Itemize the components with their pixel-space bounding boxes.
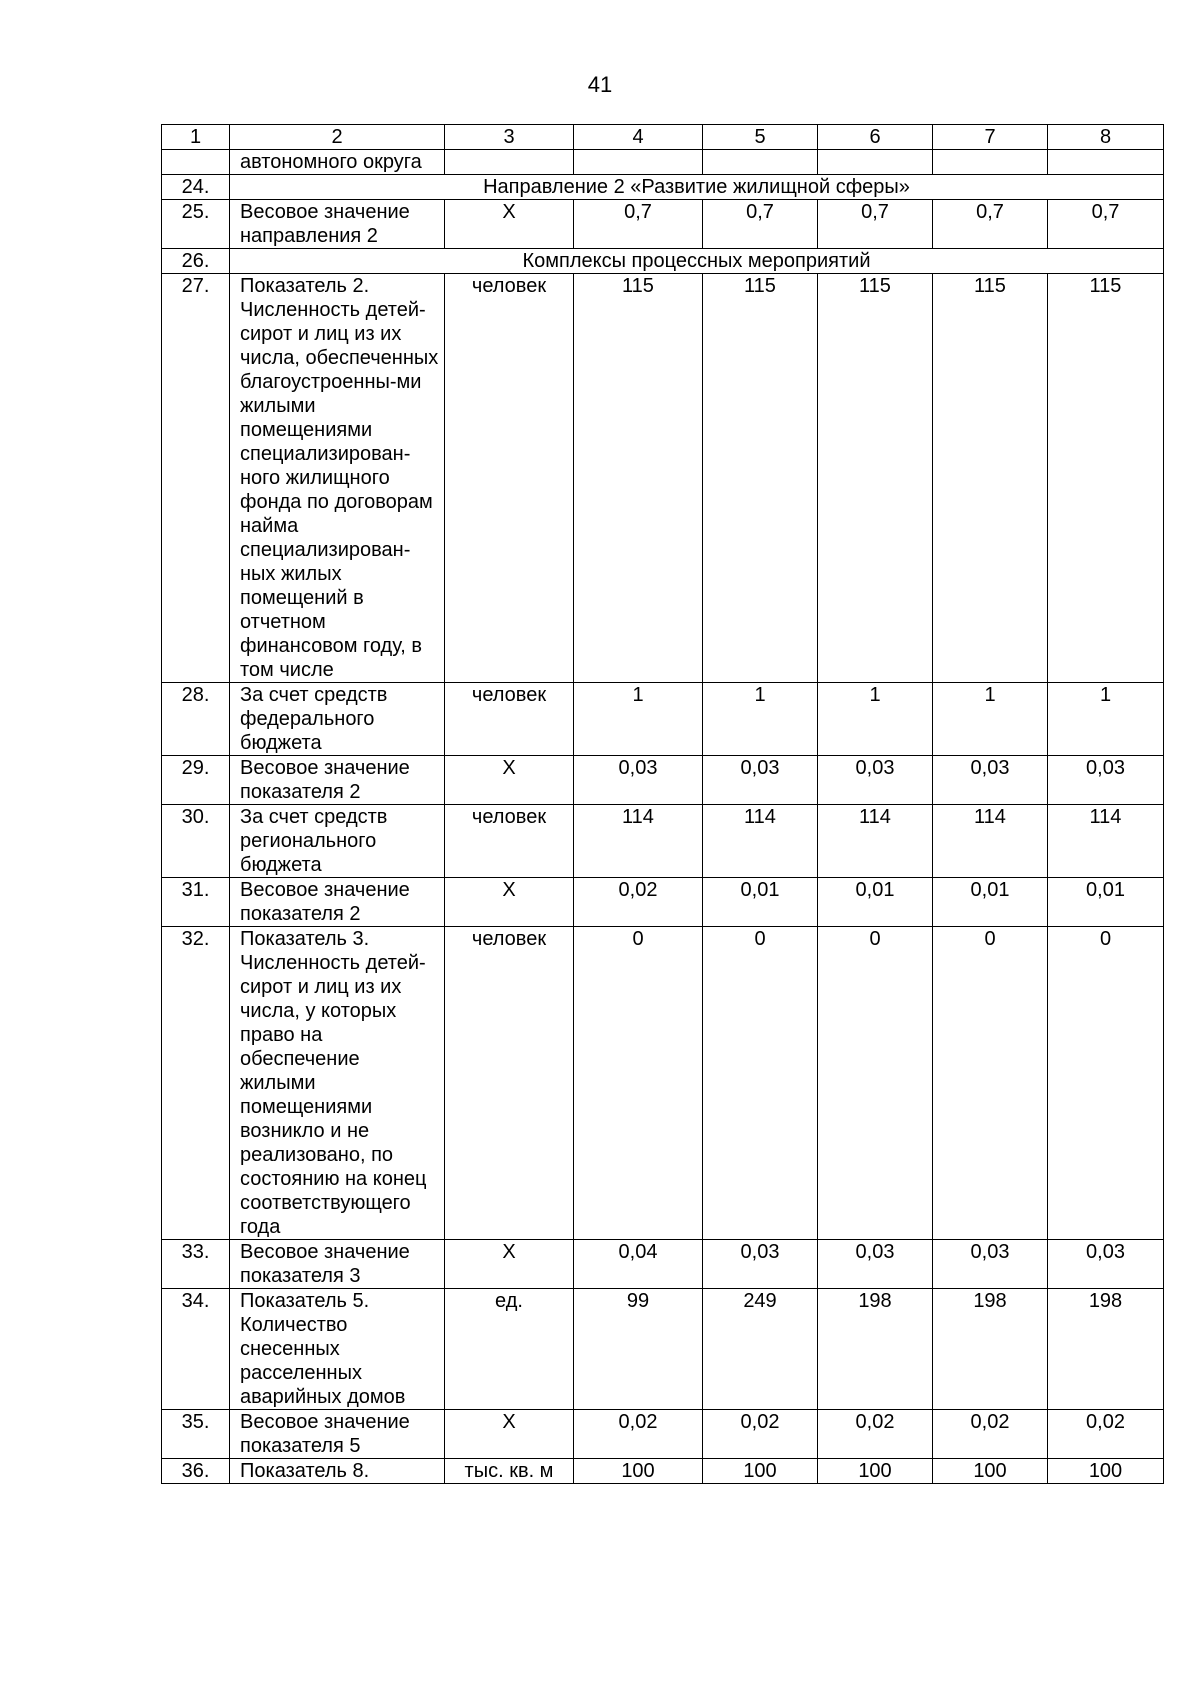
indicators-table: [161, 124, 1164, 1484]
row-number: [162, 150, 230, 175]
unit-cell: человек: [445, 274, 574, 683]
value-cell: [818, 150, 933, 175]
table-row: [162, 805, 1164, 878]
value-cell: 1: [818, 683, 933, 756]
row-number: 36.: [162, 1459, 230, 1484]
value-cell: 0: [703, 927, 818, 1240]
value-cell: 0,03: [1048, 1240, 1164, 1289]
value-cell: 0: [1048, 927, 1164, 1240]
indicator-name: автономного округа: [230, 150, 445, 175]
row-number: 32.: [162, 927, 230, 1240]
unit-cell: Х: [445, 878, 574, 927]
column-number: 5: [703, 125, 818, 150]
row-number: 28.: [162, 683, 230, 756]
row-number: 25.: [162, 200, 230, 249]
value-cell: 0,7: [703, 200, 818, 249]
value-cell: 100: [703, 1459, 818, 1484]
value-cell: [574, 150, 703, 175]
value-cell: 100: [933, 1459, 1048, 1484]
table-row: [162, 1289, 1164, 1410]
value-cell: 115: [703, 274, 818, 683]
row-number: 35.: [162, 1410, 230, 1459]
value-cell: 114: [703, 805, 818, 878]
unit-cell: Х: [445, 756, 574, 805]
value-cell: 1: [933, 683, 1048, 756]
value-cell: 0,7: [818, 200, 933, 249]
column-number: 4: [574, 125, 703, 150]
table-row: [162, 756, 1164, 805]
table-row: [162, 878, 1164, 927]
indicator-name: Весовое значение показателя 3: [230, 1240, 445, 1289]
indicator-name: Весовое значение показателя 2: [230, 878, 445, 927]
column-number: 1: [162, 125, 230, 150]
value-cell: 0,7: [574, 200, 703, 249]
indicator-name: Показатель 5. Количество снесенных расселенных аварийных домов: [230, 1289, 445, 1410]
value-cell: 114: [574, 805, 703, 878]
value-cell: 114: [933, 805, 1048, 878]
table-row: [162, 150, 1164, 175]
unit-cell: человек: [445, 927, 574, 1240]
section-title: Направление 2 «Развитие жилищной сферы»: [230, 175, 1164, 200]
section-row: [162, 249, 1164, 274]
value-cell: 100: [574, 1459, 703, 1484]
value-cell: 100: [818, 1459, 933, 1484]
value-cell: 0,03: [933, 1240, 1048, 1289]
value-cell: 0,03: [818, 1240, 933, 1289]
column-number-row: [162, 125, 1164, 150]
value-cell: 0,02: [818, 1410, 933, 1459]
column-number: 2: [230, 125, 445, 150]
value-cell: 115: [818, 274, 933, 683]
row-number: 26.: [162, 249, 230, 274]
indicator-name: За счет средств регионального бюджета: [230, 805, 445, 878]
value-cell: [933, 150, 1048, 175]
row-number: 29.: [162, 756, 230, 805]
indicator-name: Показатель 8.: [230, 1459, 445, 1484]
value-cell: 0,01: [703, 878, 818, 927]
value-cell: 0: [818, 927, 933, 1240]
unit-cell: [445, 150, 574, 175]
value-cell: 1: [574, 683, 703, 756]
value-cell: 0: [933, 927, 1048, 1240]
indicator-name: Весовое значение показателя 5: [230, 1410, 445, 1459]
table-row: [162, 200, 1164, 249]
value-cell: [1048, 150, 1164, 175]
value-cell: [703, 150, 818, 175]
value-cell: 1: [703, 683, 818, 756]
unit-cell: Х: [445, 1410, 574, 1459]
value-cell: 0,03: [703, 1240, 818, 1289]
value-cell: 0,04: [574, 1240, 703, 1289]
value-cell: 249: [703, 1289, 818, 1410]
row-number: 31.: [162, 878, 230, 927]
value-cell: 0,01: [933, 878, 1048, 927]
value-cell: 0,03: [703, 756, 818, 805]
value-cell: 115: [574, 274, 703, 683]
column-number: 3: [445, 125, 574, 150]
value-cell: 0: [574, 927, 703, 1240]
indicator-name: Весовое значение направления 2: [230, 200, 445, 249]
value-cell: 198: [933, 1289, 1048, 1410]
value-cell: 0,03: [818, 756, 933, 805]
indicator-name: Показатель 3. Численность детей-сирот и лиц из их числа, у которых право на обеспечение жилыми помещениями возникло и не реализовано, по состоянию на конец соответствующего года: [230, 927, 445, 1240]
unit-cell: Х: [445, 200, 574, 249]
value-cell: 115: [1048, 274, 1164, 683]
page-number: 41: [587, 72, 613, 97]
table-row: [162, 1410, 1164, 1459]
indicator-name: Показатель 2. Численность детей-сирот и лиц из их числа, обеспеченных благоустроенны-ми жилыми помещениями специализирован-ного жилищного фонда по договорам найма специализирован-ных жилых помещений в отчетном финансовом году, в том числе: [230, 274, 445, 683]
value-cell: 0,03: [933, 756, 1048, 805]
value-cell: 0,02: [703, 1410, 818, 1459]
column-number: 7: [933, 125, 1048, 150]
unit-cell: человек: [445, 683, 574, 756]
value-cell: 0,02: [574, 1410, 703, 1459]
column-number: 8: [1048, 125, 1164, 150]
unit-cell: человек: [445, 805, 574, 878]
value-cell: 198: [1048, 1289, 1164, 1410]
table-row: [162, 1240, 1164, 1289]
value-cell: 0,02: [574, 878, 703, 927]
table-row: [162, 1459, 1164, 1484]
unit-cell: ед.: [445, 1289, 574, 1410]
indicator-name: За счет средств федерального бюджета: [230, 683, 445, 756]
section-title: Комплексы процессных мероприятий: [230, 249, 1164, 274]
table-row: [162, 683, 1164, 756]
value-cell: 1: [1048, 683, 1164, 756]
value-cell: 0,02: [933, 1410, 1048, 1459]
row-number: 24.: [162, 175, 230, 200]
value-cell: 114: [1048, 805, 1164, 878]
table-row: [162, 927, 1164, 1240]
value-cell: 100: [1048, 1459, 1164, 1484]
unit-cell: тыс. кв. м: [445, 1459, 574, 1484]
section-row: [162, 175, 1164, 200]
indicator-name: Весовое значение показателя 2: [230, 756, 445, 805]
value-cell: 198: [818, 1289, 933, 1410]
value-cell: 0,7: [933, 200, 1048, 249]
value-cell: 0,02: [1048, 1410, 1164, 1459]
unit-cell: Х: [445, 1240, 574, 1289]
value-cell: 0,01: [1048, 878, 1164, 927]
value-cell: 115: [933, 274, 1048, 683]
row-number: 33.: [162, 1240, 230, 1289]
row-number: 27.: [162, 274, 230, 683]
value-cell: 0,7: [1048, 200, 1164, 249]
row-number: 30.: [162, 805, 230, 878]
value-cell: 0,03: [1048, 756, 1164, 805]
row-number: 34.: [162, 1289, 230, 1410]
value-cell: 114: [818, 805, 933, 878]
value-cell: 0,01: [818, 878, 933, 927]
value-cell: 0,03: [574, 756, 703, 805]
table-row: [162, 274, 1164, 683]
value-cell: 99: [574, 1289, 703, 1410]
column-number: 6: [818, 125, 933, 150]
